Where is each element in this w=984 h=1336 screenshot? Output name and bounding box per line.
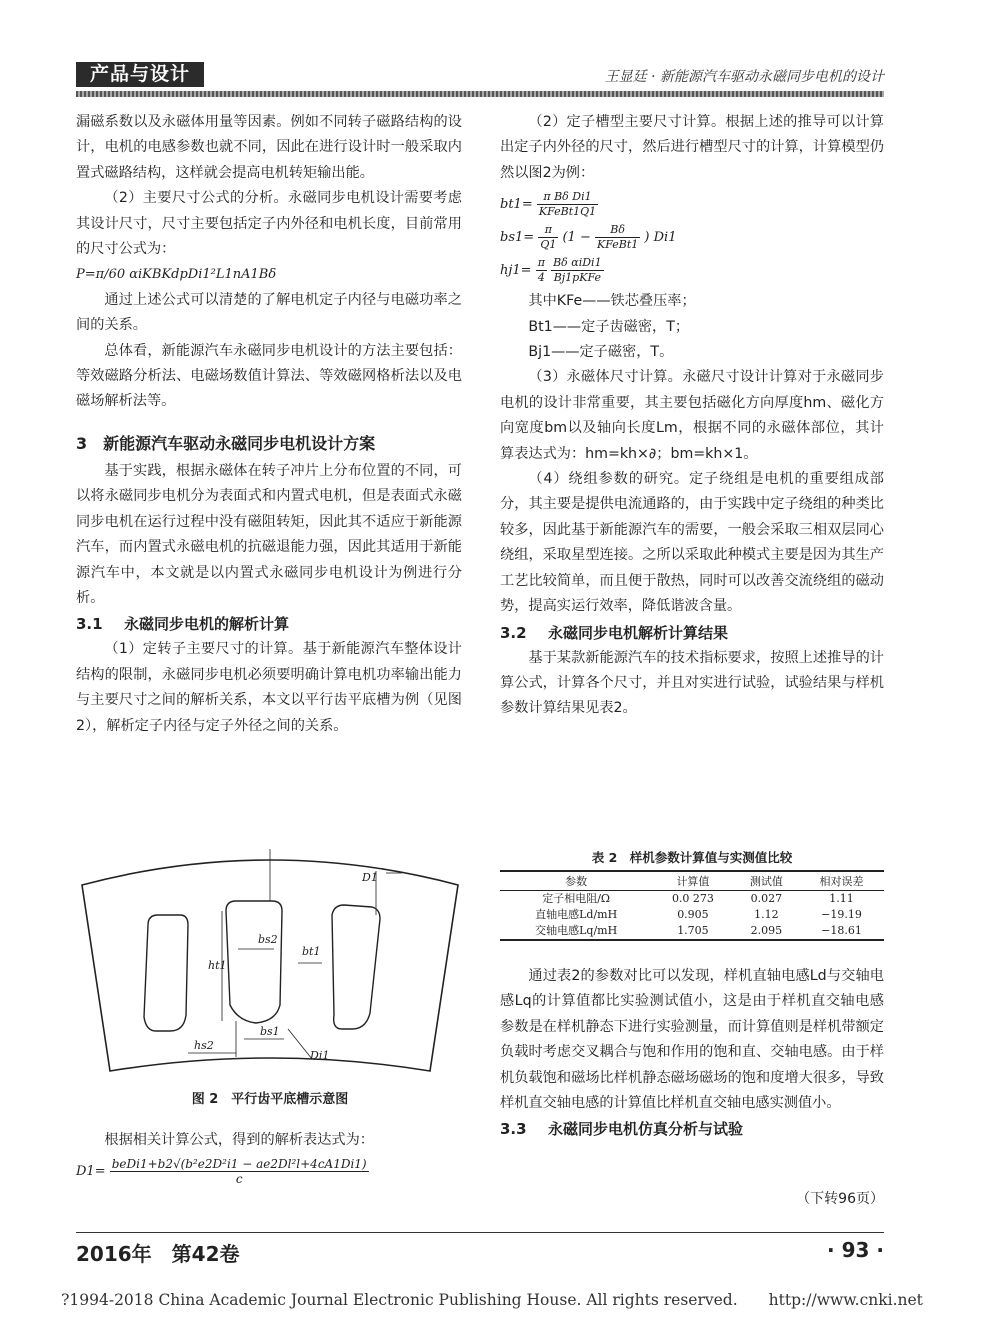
figure-label: Di1 (310, 1049, 330, 1062)
paragraph: 根据相关计算公式，得到的解析表达式为： (104, 1132, 374, 1148)
figure-caption: 图 2 平行齿平底槽示意图 (191, 1092, 349, 1107)
table-row (500, 907, 884, 923)
section-tag: 产品与设计 (76, 62, 204, 87)
eq-denominator: Bj1pKFe (553, 271, 601, 285)
figure-label: ht1 (208, 959, 227, 972)
table-2 (500, 848, 884, 941)
paragraph: （1）定转子主要尺寸的计算。基于新能源汽车整体设计结构的限制，永磁同步电机必须要明确计算电机功率输出能力与主要尺寸之间的解析关系，本文以平行齿平底槽为例（见图2），解析定子内径与定子外径之间的关系。 (76, 641, 462, 734)
paragraph: 漏磁系数以及永磁体用量等因素。例如不同转子磁路结构的设计，电机的电感参数也就不同，因此在进行设计时一般采取内置式磁路结构，这样就会提高电机转矩输出能。 (76, 114, 462, 181)
eq-denominator: Q1 (540, 238, 557, 252)
heading-text: 永磁同步电机解析计算结果 (548, 623, 729, 642)
slot-right (332, 905, 380, 1029)
table-cell: 2.095 (734, 923, 799, 940)
definition: Bj1——定子磁密，T。 (528, 344, 674, 361)
paragraph: （2）定子槽型主要尺寸计算。根据上述的推导可以计算出定子内外径的尺寸，然后进行槽型尺寸的计算，计算模型仍然以图2为例： (500, 114, 884, 181)
column-header: 参数 (500, 871, 652, 891)
eq-numerator: beDi1+b2√(b²e2D²i1 − ae2Dl²l+4cA1Di1) (111, 1157, 367, 1171)
figure-label: bs1 (260, 1025, 280, 1038)
equation-d1 (76, 1157, 462, 1186)
eq-denominator: 4 (537, 271, 545, 285)
table-row (500, 891, 884, 908)
column-header: 计算值 (652, 871, 733, 891)
paragraph: （3）永磁体尺寸计算。永磁尺寸设计计算对于永磁同步电机的设计非常重要，其主要包括磁化方向厚度hm、磁化方向宽度bm以及轴向长度Lm，根据不同的永磁体部位，其计算表达式为：hm=kh×∂；bm=kh×1。 (500, 369, 884, 462)
definition: Bt1——定子齿磁密，T； (528, 318, 690, 335)
page-number: · 93 · (827, 1238, 884, 1262)
eq-lhs: hj1= (500, 263, 532, 279)
subsection-heading-3-2 (500, 620, 884, 646)
eq-tail: ) Di1 (644, 230, 677, 246)
eq-numerator: Bδ (595, 223, 640, 238)
column-header: 测试值 (734, 871, 799, 891)
paragraph: 通过上述公式可以清楚的了解电机定子内径与电磁功率之间的关系。 (76, 291, 462, 334)
subsection-heading-3-3 (500, 1116, 884, 1142)
right-column (500, 110, 884, 722)
table-cell: 1.705 (652, 923, 733, 940)
table-cell: 交轴电感Lq/mH (500, 923, 652, 940)
left-column (76, 110, 462, 739)
eq-numerator: Bδ αiDi1 (553, 256, 602, 270)
eq-lhs: D1= (76, 1164, 106, 1179)
equation-bs1 (500, 223, 884, 252)
heading-number: 3.2 (500, 623, 527, 642)
heading-number: 3.3 (500, 1120, 527, 1139)
comparison-table (500, 870, 884, 941)
left-bottom (76, 1128, 462, 1190)
paragraph: （4）绕组参数的研究。定子绕组是电机的重要组成部分，其主要是提供电流通路的，由于实践中定子绕组的种类比较多，因此基于新能源汽车的需要，一般会采取三相双层同心绕组，采取星型连接。之所以采取此种模式主要是因为其生产工艺比较简单，而且便于散热，同时可以改善交流绕组的磁动势，提高实运行效率，降低谐波含量。 (500, 471, 884, 615)
eq-numerator: π Bδ Di1 (537, 190, 598, 205)
section-heading-3: 3 新能源汽车驱动永磁同步电机设计方案 (76, 433, 376, 453)
subsection-heading-3-1 (76, 611, 462, 637)
table-header-row (500, 871, 884, 891)
figure-label: hs2 (194, 1039, 214, 1052)
table-cell: 1.12 (754, 908, 779, 921)
table-cell: 1.11 (829, 892, 854, 905)
equation-bt1 (500, 190, 884, 219)
right-bottom (500, 964, 884, 1142)
eq-mid: (1 − (562, 230, 591, 246)
heading-text: 永磁同步电机的解析计算 (124, 615, 290, 634)
header-rule (76, 91, 884, 97)
eq-lhs: bt1= (500, 197, 533, 213)
table-cell: 直轴电感Ld/mH (535, 908, 618, 921)
copyright-notice: ?1994-2018 China Academic Journal Electronic Publishing House. All rights reserved. http://www.cnki.net (61, 1291, 923, 1309)
table-cell: 0.0 273 (671, 892, 714, 905)
eq-numerator: π (538, 223, 558, 238)
footer-volume: 2016年 第42卷 (76, 1242, 240, 1266)
dim-line (288, 1029, 312, 1059)
definition: 其中KFe——铁芯叠压率； (528, 293, 696, 310)
table-cell: −18.61 (799, 923, 884, 940)
figure-label: bt1 (302, 945, 321, 958)
footer-rule (76, 1232, 884, 1233)
table-cell: −19.19 (821, 908, 862, 921)
figure-slot-diagram (76, 845, 464, 1085)
table-cell: 0.905 (677, 908, 709, 921)
slot-center (226, 901, 282, 1023)
slot-left (144, 915, 188, 1031)
paragraph: （2）主要尺寸公式的分析。永磁同步电机设计需要考虑其设计尺寸，尺寸主要包括定子内外径和电机长度，目前常用的尺寸公式为： (76, 190, 462, 258)
table-row (500, 923, 884, 940)
paragraph: 通过表2的参数对比可以发现，样机直轴电感Ld与交轴电感Lq的计算值都比实验测试值小，这是由于样机直交轴电感参数是在样机静态下进行实验测量，而计算值则是样机带额定负载时考虑交叉耦合与饱和作用的饱和直、交轴电感。由于样机负载饱和磁场比样机静态磁场磁场的饱和度增大很多，导致样机直交轴电感的计算值比样机直交轴电感实测值小。 (500, 968, 884, 1112)
equation-hj1 (500, 256, 884, 285)
heading-text: 永磁同步电机仿真分析与试验 (548, 1120, 744, 1139)
eq-denominator: KFeBt1Q1 (538, 205, 597, 219)
paragraph: 总体看，新能源汽车永磁同步电机设计的方法主要包括：等效磁路分析法、电磁场数值计算法、等效磁网格析法以及电磁场解析法等。 (76, 342, 462, 410)
table-cell: 0.027 (750, 892, 783, 905)
eq-denominator: KFeBt1 (597, 238, 639, 252)
paragraph: 基于实践，根据永磁体在转子冲片上分布位置的不同，可以将永磁同步电机分为表面式和内置式电机，但是表面式永磁同步电机在运行过程中没有磁阻转矩，因此其不适应于新能源汽车，而内置式永磁电机的抗磁退能力强，因此其适用于新能源汽车中，本文就是以内置式永磁同步电机设计为例进行分析。 (76, 462, 462, 606)
heading-number: 3.1 (76, 615, 103, 634)
continued-note: （下转96页） (796, 1191, 884, 1207)
column-header: 相对误差 (799, 871, 884, 891)
paragraph: 基于某款新能源汽车的技术指标要求，按照上述推导的计算公式，计算各个尺寸，并且对实进行试验，试验结果与样机参数计算结果见表2。 (500, 649, 884, 717)
figure-label: bs2 (258, 933, 278, 946)
equation-power: P=π/60 αiKBKdpDi1²L1nA1Bδ (76, 267, 277, 283)
eq-lhs: bs1= (500, 230, 535, 246)
eq-numerator: π (537, 256, 545, 270)
table-cell: 定子相电阻/Ω (542, 892, 611, 905)
running-title: 王显廷 · 新能源汽车驱动永磁同步电机的设计 (604, 69, 884, 85)
eq-denominator: c (235, 1172, 243, 1186)
table-caption: 表 2 样机参数计算值与实测值比较 (591, 850, 793, 865)
figure-label: D1 (362, 871, 378, 884)
